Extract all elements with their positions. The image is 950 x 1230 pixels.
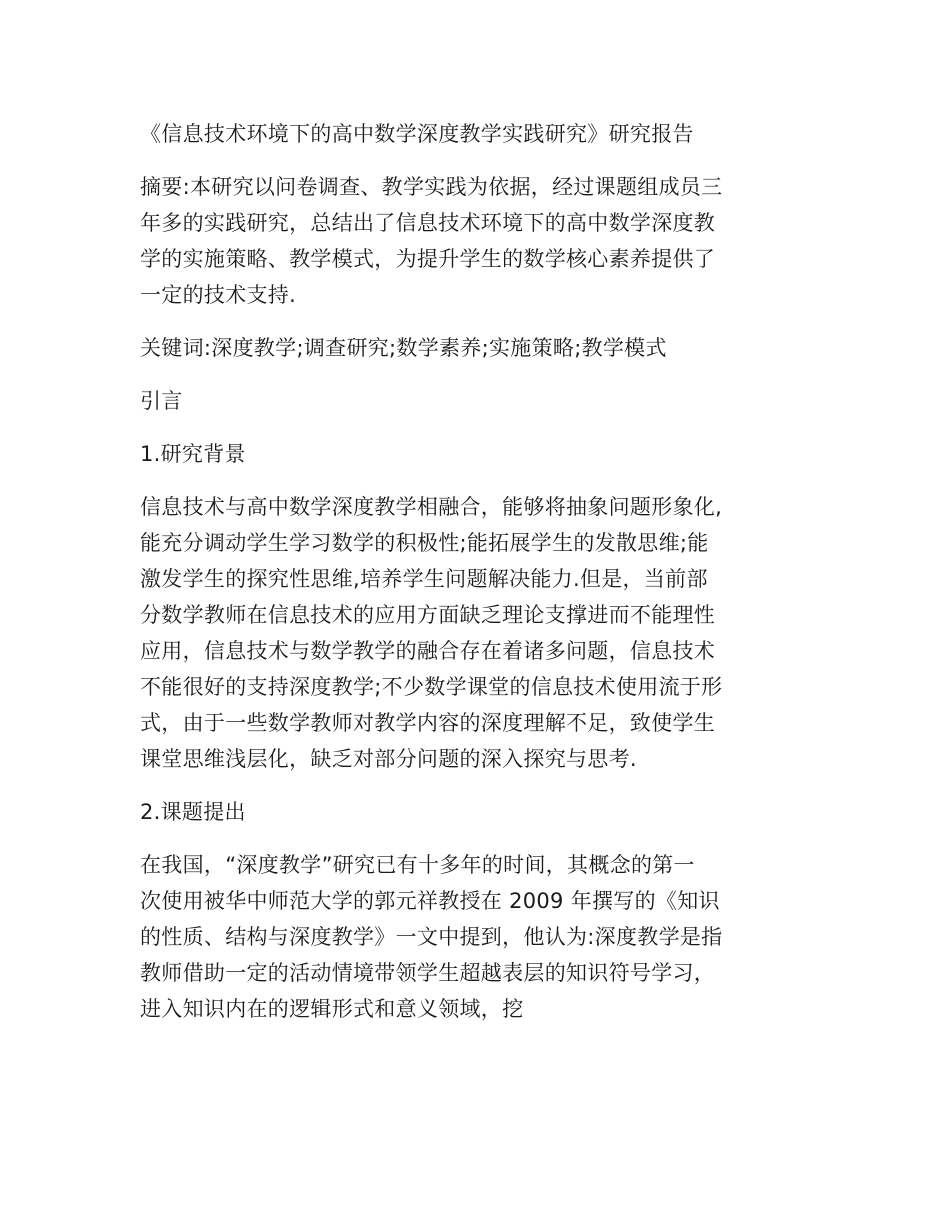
body-line: 在我国，“深度教学”研究已有十多年的时间，其概念的第一 bbox=[140, 853, 695, 877]
document-body bbox=[140, 116, 810, 1044]
keywords-line: 关键词:深度教学;调查研究;数学素养;实施策略;教学模式 bbox=[140, 336, 667, 360]
heading-line: 1.研究背景 bbox=[140, 442, 246, 466]
body-line: 信息技术与高中数学深度教学相融合，能够将抽象问题形象化, bbox=[140, 495, 723, 519]
body-line: 的性质、结构与深度教学》一文中提到，他认为:深度教学是指 bbox=[140, 925, 723, 949]
body-line: 应用，信息技术与数学教学的融合存在着诸多问题，信息技术 bbox=[140, 639, 716, 663]
title-line: 《信息技术环境下的高中数学深度教学实践研究》研究报告 bbox=[140, 122, 694, 146]
keywords-paragraph bbox=[140, 330, 810, 366]
abstract-paragraph bbox=[140, 169, 810, 313]
body-line: 分数学教师在信息技术的应用方面缺乏理论支撑进而不能理性 bbox=[140, 603, 716, 627]
intro-heading bbox=[140, 383, 810, 419]
section2-heading bbox=[140, 794, 810, 830]
section1-paragraph bbox=[140, 489, 810, 777]
body-line: 能充分调动学生学习数学的积极性;能拓展学生的发散思维;能 bbox=[140, 531, 709, 555]
body-line: 进入知识内在的逻辑形式和意义领域，挖 bbox=[140, 997, 524, 1021]
document-title bbox=[140, 116, 810, 152]
heading-line: 2.课题提出 bbox=[140, 800, 246, 824]
body-line: 不能很好的支持深度教学;不少数学课堂的信息技术使用流于形 bbox=[140, 675, 723, 699]
abstract-line: 学的实施策略、教学模式，为提升学生的数学核心素养提供了 bbox=[140, 247, 716, 271]
body-line: 课堂思维浅层化，缺乏对部分问题的深入探究与思考. bbox=[140, 747, 637, 771]
section1-heading bbox=[140, 436, 810, 472]
body-line: 教师借助一定的活动情境带领学生超越表层的知识符号学习， bbox=[140, 961, 716, 985]
body-line: 次使用被华中师范大学的郭元祥教授在 2009 年撰写的《知识 bbox=[140, 889, 720, 913]
body-line: 激发学生的探究性思维,培养学生问题解决能力.但是，当前部 bbox=[140, 567, 708, 591]
abstract-line: 摘要:本研究以问卷调查、教学实践为依据，经过课题组成员三 bbox=[140, 175, 723, 199]
body-line: 式，由于一些数学教师对教学内容的深度理解不足，致使学生 bbox=[140, 711, 716, 735]
section2-paragraph bbox=[140, 847, 810, 1027]
abstract-line: 年多的实践研究，总结出了信息技术环境下的高中数学深度教 bbox=[140, 211, 716, 235]
abstract-line: 一定的技术支持. bbox=[140, 283, 297, 307]
heading-line: 引言 bbox=[140, 389, 183, 413]
